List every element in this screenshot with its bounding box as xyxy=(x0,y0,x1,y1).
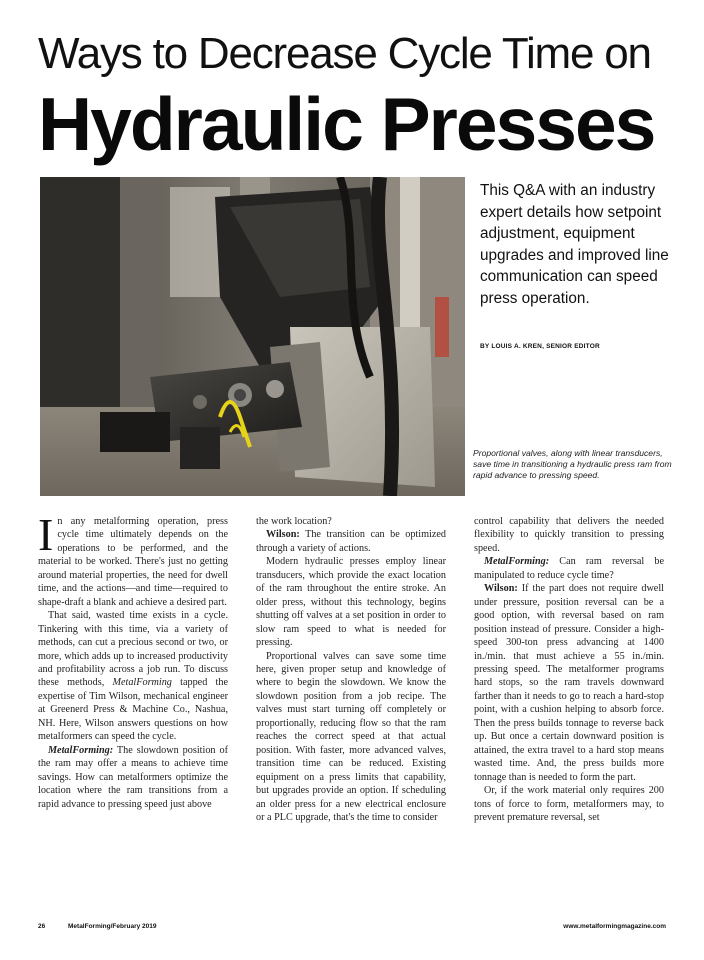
byline: BY LOUIS A. KREN, SENIOR EDITOR xyxy=(480,343,600,350)
body-column-2 xyxy=(256,515,446,910)
body-paragraph: control capability that delivers the needed flexibility to quickly transition to pressing speed. xyxy=(474,516,664,554)
footer-publication: MetalForming/February 2019 xyxy=(68,923,157,930)
body-paragraph: Or, if the work material only requires 200 tons of force to form, metalformers may, to prevent premature reversal, set xyxy=(474,785,664,823)
body-column-1 xyxy=(38,515,228,910)
question-paragraph: MetalForming: Can ram reversal be manipulated to reduce cycle time? xyxy=(474,556,664,581)
footer-website: www.metalformingmagazine.com xyxy=(563,923,666,930)
body-column-3 xyxy=(474,515,664,910)
drop-cap: I xyxy=(38,515,54,560)
answer-paragraph: Wilson: The transition can be optimized through a variety of actions. xyxy=(256,529,446,554)
body-paragraph: Proportional valves can save some time here, given proper setup and knowledge of where to begin the slowdown. We know the slowdown position from a job recipe. The valves must start turning off completely or proportionally, reducing flow so that the ram reaches the correct speed at that actual position. With faster, more advanced valves, transition time can be reduced. Existing equipment on a press limits that capability, but upgrades provide an option. If scheduling an older press for a new electrical enclosure or a PLC upgrade, that's the time to consider xyxy=(256,650,446,823)
body-paragraph: Modern hydraulic presses employ linear transducers, which provide the exact location of the ram throughout the entire stroke. An older press, without this technology, begins shutting off valves at a set position in order to slow ram speed to what is needed for pressing. xyxy=(256,556,446,649)
answer-paragraph: Wilson: If the part does not require dwell under pressure, position reversal can be a good option, with reversal based on ram position instead of pressure. Consider a high-speed 300-ton press advancing at 1400 in./min. that must achieve a 55 in./min. pressing speed. The metalformer programs hard stops, so the ram travels downward farther than it needs to go to reach a hard-stop point, with a cushion helping to absorb force. Then the press builds tonnage to reverse back up. But once a certain downward position is attained, the extra travel to a hard stop means wasted time. And, the press builds more tonnage than is needed to form the part. xyxy=(474,583,664,783)
hydraulic-press-photo xyxy=(40,177,465,496)
body-paragraph: the work location? xyxy=(256,516,332,527)
body-paragraph: In any metalforming operation, press cycle time ultimately depends on the operations to be performed, and the material to be worked. There's just no getting around material properties, the need for dwell time, and the actions—and time—required to shape-draft a blank and achieve a desired part. xyxy=(38,515,228,608)
body-paragraph: That said, wasted time exists in a cycle. Tinkering with this time, via a variety of methods, can cut a precious second or two, or more, which adds up to increased productivity and profitability across a job run. To discuss these methods, MetalForming tapped the expertise of Tim Wilson, mechanical engineer at Greenerd Press & Machine Co., Nashua, NH. Here, Wilson answers questions on how metalformers can speed the cycle. xyxy=(38,610,228,743)
question-paragraph: MetalForming: The slowdown position of the ram may offer a means to achieve time savings. How can metalformers optimize the location where the ram transitions from a rapid advance to pressing speed just above xyxy=(38,744,228,810)
article-deck: This Q&A with an industry expert details how setpoint adjustment, equipment upgrades and improved line communication can speed press operation. xyxy=(480,182,669,307)
photo-caption: Proportional valves, along with linear transducers, save time in transitioning a hydraulic press ram from rapid advance to pressing speed. xyxy=(473,448,672,480)
article-title-line2: Hydraulic Presses xyxy=(38,82,655,166)
article-title-line1: Ways to Decrease Cycle Time on xyxy=(38,29,651,78)
page-number: 26 xyxy=(38,923,46,930)
